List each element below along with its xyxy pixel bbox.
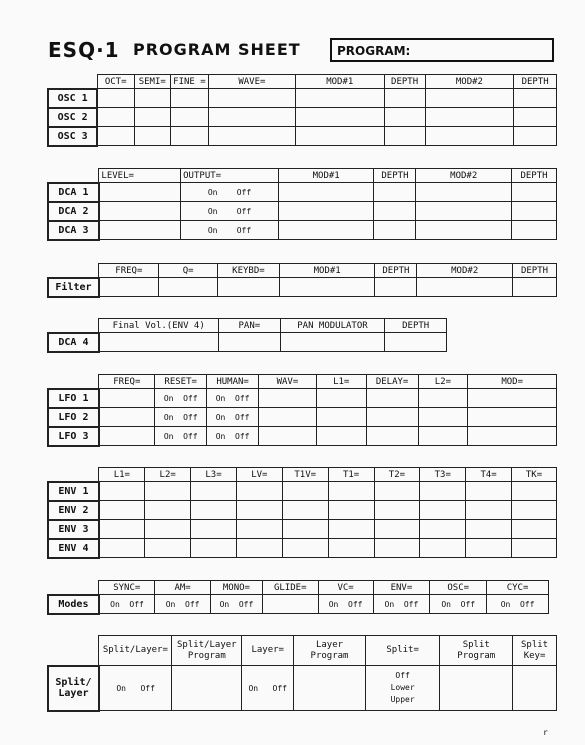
env-table [47,467,557,559]
filter-header-depth1: DEPTH [375,264,417,278]
cell[interactable] [374,183,416,202]
cell[interactable] [99,501,145,520]
cell[interactable] [418,427,468,446]
osc-toggle[interactable] [430,595,487,614]
on-option[interactable]: On [207,225,218,235]
split-layer-toggle[interactable] [99,666,172,711]
off-option[interactable]: Off [185,599,200,609]
lfo3-label: LFO 3 [48,427,99,446]
cell[interactable] [208,89,295,108]
lfo-header-wav: WAV= [259,375,317,389]
modes-header-env: ENV= [373,581,430,595]
on-option[interactable]: On [207,187,218,197]
layer-toggle[interactable] [242,666,294,711]
cell[interactable] [191,501,237,520]
modes-header-sync: SYNC= [99,581,155,595]
osc-header-semi: SEMI= [134,75,170,89]
sync-toggle[interactable] [99,595,155,614]
cell[interactable] [219,333,281,352]
cell[interactable] [208,127,295,146]
cell[interactable] [145,520,191,539]
page-mark: r [543,728,548,737]
cell[interactable] [218,278,280,297]
on-option[interactable]: On [248,683,259,693]
output-toggle[interactable] [181,202,279,221]
cell[interactable] [134,89,170,108]
on-option[interactable]: On [384,599,395,609]
osc-header-mod2: MOD#2 [425,75,514,89]
cell[interactable] [295,108,384,127]
filter-header-depth2: DEPTH [513,264,557,278]
split-option-off[interactable]: Off [395,671,410,680]
off-option[interactable]: Off [235,393,250,403]
cell[interactable] [316,408,366,427]
blank-cell [48,75,97,89]
dca-header-level: LEVEL= [99,169,181,183]
on-option[interactable]: On [219,599,230,609]
modes-header-glide: GLIDE= [262,581,318,595]
modes-header-mono: MONO= [211,581,263,595]
on-option[interactable]: On [165,599,176,609]
cell[interactable] [278,221,374,240]
cell[interactable] [420,501,466,520]
cell[interactable] [145,482,191,501]
lfo-table [47,374,557,447]
split-option-lower[interactable]: Lower [390,683,415,692]
cyc-toggle[interactable] [487,595,549,614]
cell[interactable] [512,482,557,501]
dca-header-mod2: MOD#2 [416,169,512,183]
cell[interactable] [97,108,134,127]
cell[interactable] [170,127,208,146]
cell[interactable] [97,89,134,108]
on-option[interactable]: On [441,599,451,609]
off-option[interactable]: Off [235,431,250,441]
off-option[interactable]: Off [236,225,252,235]
glide-cell[interactable] [262,595,318,614]
blank-cell [48,169,99,183]
cell[interactable] [514,108,557,127]
cell[interactable] [513,666,557,711]
cell[interactable] [280,333,385,352]
on-option[interactable]: On [116,683,126,693]
cell[interactable] [420,482,466,501]
on-option[interactable]: On [500,599,511,609]
cell[interactable] [282,539,328,558]
lfo-header-delay: DELAY= [366,375,418,389]
cell[interactable] [172,666,242,711]
cell[interactable] [99,221,181,240]
cell[interactable] [99,482,145,501]
blank-cell [48,581,99,595]
dca2-label: DCA 2 [48,202,99,221]
cell[interactable] [236,482,282,501]
cell[interactable] [374,520,420,539]
cell[interactable] [282,501,328,520]
blank-cell [48,264,99,278]
off-option[interactable]: Off [129,599,144,609]
split-layer-table [47,635,557,712]
dca-header-output: OUTPUT= [181,169,279,183]
cell[interactable] [374,482,420,501]
cell[interactable] [99,183,181,202]
cell[interactable] [99,408,155,427]
split-layer-label: Split/ Layer [48,666,99,711]
lfo-header-freq: FREQ= [99,375,155,389]
cell[interactable] [259,427,317,446]
on-option[interactable]: On [215,393,226,403]
lfo2-label: LFO 2 [48,408,99,427]
cell[interactable] [384,127,425,146]
off-option[interactable]: Off [236,187,252,197]
filter-table [47,263,557,298]
split-option-selector[interactable] [365,666,440,711]
cell[interactable] [375,278,417,297]
cell[interactable] [328,520,374,539]
cell[interactable] [259,408,317,427]
cell[interactable] [466,501,512,520]
osc2-label: OSC 2 [48,108,97,127]
cell[interactable] [468,427,557,446]
cell[interactable] [208,108,295,127]
cell[interactable] [416,202,512,221]
dca4-header-final-vol: Final Vol.(ENV 4) [99,319,219,333]
cell[interactable] [170,108,208,127]
on-option[interactable]: On [215,431,226,441]
cell[interactable] [191,520,237,539]
off-option[interactable]: Off [140,683,155,693]
human-toggle[interactable] [207,427,259,446]
cell[interactable] [236,539,282,558]
split-header-split-layer-program: Split/Layer Program [172,636,242,666]
dca4-label: DCA 4 [48,333,99,352]
osc-header-mod1: MOD#1 [295,75,384,89]
modes-label: Modes [48,595,99,614]
cell[interactable] [468,408,557,427]
cell[interactable] [159,278,218,297]
cell[interactable] [513,278,557,297]
human-toggle[interactable] [207,408,259,427]
osc-header-fine: FINE = [170,75,208,89]
env-header-l2: L2= [145,468,191,482]
off-option[interactable]: Off [183,393,198,403]
split-header-layer: Layer= [242,636,294,666]
osc-table [47,74,557,147]
cell[interactable] [384,108,425,127]
off-option[interactable]: Off [519,599,535,609]
cell[interactable] [440,666,513,711]
cell[interactable] [99,278,159,297]
cell[interactable] [97,127,134,146]
env-header-lv: LV= [236,468,282,482]
lfo-header-l2: L2= [418,375,468,389]
cell[interactable] [134,108,170,127]
on-option[interactable]: On [163,393,174,403]
cell[interactable] [416,183,512,202]
split-header-split-layer: Split/Layer= [99,636,172,666]
env-toggle[interactable] [373,595,430,614]
osc-header-oct: OCT= [97,75,134,89]
on-option[interactable]: On [163,412,174,422]
lfo-header-mod: MOD= [468,375,557,389]
on-option[interactable]: On [328,599,339,609]
cell[interactable] [99,202,181,221]
on-option[interactable]: On [110,599,120,609]
output-toggle[interactable] [181,221,279,240]
env-header-tk: TK= [512,468,557,482]
cell[interactable] [259,389,317,408]
cell[interactable] [316,389,366,408]
cell[interactable] [145,539,191,558]
cell[interactable] [316,427,366,446]
cell[interactable] [466,520,512,539]
cell[interactable] [99,333,219,352]
osc-header-wave: WAVE= [208,75,295,89]
reset-toggle[interactable] [155,408,207,427]
cell[interactable] [170,89,208,108]
env4-label: ENV 4 [48,539,99,558]
filter-header-keybd: KEYBD= [218,264,280,278]
esq1-logo: ESQ·1 [48,38,120,62]
osc-header-depth2: DEPTH [514,75,557,89]
cell[interactable] [512,202,557,221]
lfo-header-reset: RESET= [155,375,207,389]
split-header-split-key: Split Key= [513,636,557,666]
on-option[interactable]: On [215,412,226,422]
split-option-upper[interactable]: Upper [390,695,415,704]
cell[interactable] [385,333,447,352]
osc1-label: OSC 1 [48,89,97,108]
on-option[interactable]: On [163,431,174,441]
cell[interactable] [366,427,418,446]
filter-header-freq: FREQ= [99,264,159,278]
vc-toggle[interactable] [318,595,373,614]
off-option[interactable]: Off [272,683,287,693]
dca3-label: DCA 3 [48,221,99,240]
cell[interactable] [295,127,384,146]
env-header-t3: T3= [420,468,466,482]
cell[interactable] [145,501,191,520]
modes-header-am: AM= [155,581,211,595]
program-name-field[interactable] [330,38,554,62]
modes-table [47,580,549,615]
cell[interactable] [282,520,328,539]
cell[interactable] [425,127,514,146]
blank-cell [48,319,99,333]
cell[interactable] [191,482,237,501]
cell[interactable] [384,89,425,108]
dca-header-depth1: DEPTH [374,169,416,183]
modes-header-cyc: CYC= [487,581,549,595]
blank-cell [48,636,99,666]
dca4-table [47,318,447,353]
dca-header-mod1: MOD#1 [278,169,374,183]
cell[interactable] [417,278,513,297]
human-toggle[interactable] [207,389,259,408]
env3-label: ENV 3 [48,520,99,539]
cell[interactable] [512,520,557,539]
osc-header-depth1: DEPTH [384,75,425,89]
cell[interactable] [512,539,557,558]
cell[interactable] [418,389,468,408]
cell[interactable] [466,482,512,501]
filter-header-mod2: MOD#2 [417,264,513,278]
cell[interactable] [279,278,375,297]
cell[interactable] [294,666,366,711]
cell[interactable] [418,408,468,427]
cell[interactable] [366,408,418,427]
split-header-split: Split= [365,636,440,666]
cell[interactable] [99,389,155,408]
cell[interactable] [278,183,374,202]
split-header-layer-program: Layer Program [294,636,366,666]
cell[interactable] [366,389,418,408]
off-option[interactable]: Off [238,599,254,609]
env-header-l1: L1= [99,468,145,482]
env1-label: ENV 1 [48,482,99,501]
blank-cell [48,468,99,482]
off-option[interactable]: Off [236,206,252,216]
split-header-split-program: Split Program [440,636,513,666]
cell[interactable] [295,89,384,108]
lfo1-label: LFO 1 [48,389,99,408]
dca1-label: DCA 1 [48,183,99,202]
filter-header-mod1: MOD#1 [279,264,375,278]
cell[interactable] [512,221,557,240]
cell[interactable] [416,221,512,240]
off-option[interactable]: Off [348,599,363,609]
cell[interactable] [328,539,374,558]
filter-header-q: Q= [159,264,218,278]
cell[interactable] [134,127,170,146]
dca-header-depth2: DEPTH [512,169,557,183]
cell[interactable] [236,501,282,520]
env-header-t1: T1= [328,468,374,482]
cell[interactable] [374,221,416,240]
cell[interactable] [236,520,282,539]
cell[interactable] [420,520,466,539]
cell[interactable] [374,501,420,520]
cell[interactable] [328,501,374,520]
dca4-header-pan-mod: PAN MODULATOR [280,319,385,333]
cell[interactable] [191,539,237,558]
osc3-label: OSC 3 [48,127,97,146]
cell[interactable] [425,108,514,127]
off-option[interactable]: Off [235,412,250,422]
off-option[interactable]: Off [403,599,419,609]
output-toggle[interactable] [181,183,279,202]
am-toggle[interactable] [155,595,211,614]
lfo-header-l1: L1= [316,375,366,389]
cell[interactable] [99,520,145,539]
dca4-header-pan: PAN= [219,319,281,333]
program-label: PROGRAM: [337,44,411,58]
cell[interactable] [512,501,557,520]
cell[interactable] [374,202,416,221]
env-header-t1v: T1V= [282,468,328,482]
env-header-l3: L3= [191,468,237,482]
cell[interactable] [99,427,155,446]
off-option[interactable]: Off [183,412,198,422]
env-header-t4: T4= [466,468,512,482]
dca-table [47,168,557,241]
modes-header-vc: VC= [318,581,373,595]
cell[interactable] [514,89,557,108]
cell[interactable] [425,89,514,108]
cell[interactable] [468,389,557,408]
env-header-t2: T2= [374,468,420,482]
lfo-header-human: HUMAN= [207,375,259,389]
cell[interactable] [99,539,145,558]
env2-label: ENV 2 [48,501,99,520]
modes-header-osc: OSC= [430,581,487,595]
cell[interactable] [420,539,466,558]
filter-label: Filter [48,278,99,297]
dca4-header-depth: DEPTH [385,319,447,333]
cell[interactable] [466,539,512,558]
blank-cell [48,375,99,389]
cell[interactable] [512,183,557,202]
on-option[interactable]: On [207,206,218,216]
mono-toggle[interactable] [211,595,263,614]
cell[interactable] [278,202,374,221]
reset-toggle[interactable] [155,427,207,446]
cell[interactable] [282,482,328,501]
cell[interactable] [374,539,420,558]
cell[interactable] [328,482,374,501]
off-option[interactable]: Off [460,599,476,609]
off-option[interactable]: Off [183,431,198,441]
reset-toggle[interactable] [155,389,207,408]
page-title: PROGRAM SHEET [133,40,301,59]
cell[interactable] [514,127,557,146]
